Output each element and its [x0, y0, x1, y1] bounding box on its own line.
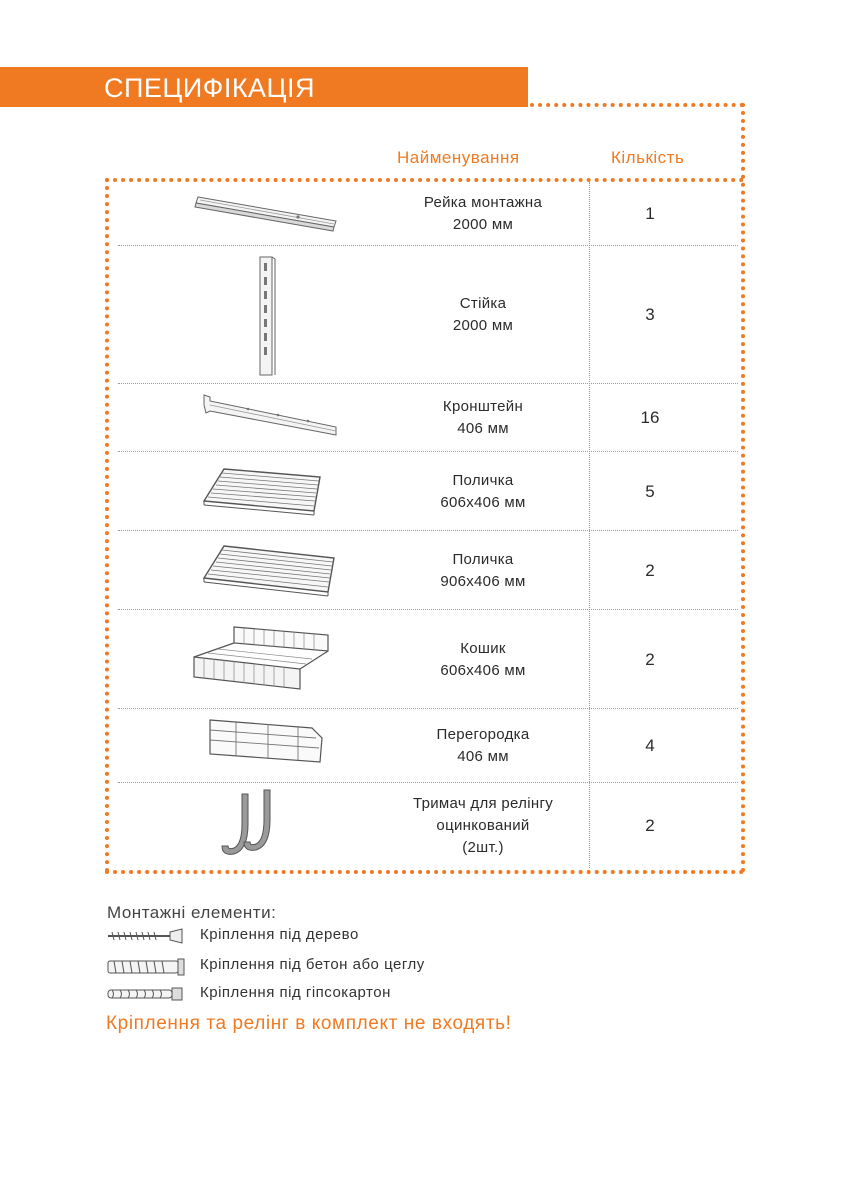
row-separator	[118, 782, 738, 783]
table-row	[108, 247, 741, 383]
item-qty: 16	[640, 408, 660, 427]
upright-icon	[188, 247, 358, 383]
item-qty: 2	[645, 649, 655, 669]
item-name: Стійка 2000 мм	[452, 295, 514, 334]
item-qty: 3	[645, 305, 655, 324]
notice-text: Кріплення та релінг в комплект не входять!	[106, 1013, 512, 1034]
table-row	[108, 453, 741, 530]
bracket-icon	[188, 385, 358, 451]
item-qty: 2	[645, 560, 655, 580]
column-header-name: Найменування	[397, 148, 520, 167]
drywall-anchor-icon	[104, 986, 186, 1002]
row-separator	[118, 708, 738, 709]
table-row	[108, 784, 741, 868]
item-qty: 2	[645, 816, 655, 835]
row-separator	[118, 609, 738, 610]
table-row	[108, 710, 741, 782]
item-name: Поличка 906х406 мм	[440, 550, 526, 590]
item-name: Перегородка 406 мм	[436, 726, 530, 765]
header-banner	[0, 67, 528, 107]
item-name: Кошик 606х406 мм	[440, 639, 526, 679]
mounting-item-label: Кріплення під гіпсокартон	[200, 984, 391, 1001]
table-row	[108, 611, 741, 708]
item-name: Рейка монтажна 2000 мм	[423, 194, 543, 233]
wire-shelf-icon	[188, 532, 358, 609]
page-title: СПЕЦИФІКАЦІЯ	[104, 73, 316, 103]
rail-hook-icon	[188, 784, 358, 868]
mounting-title: Монтажні елементи:	[107, 903, 277, 922]
row-separator	[118, 451, 738, 452]
item-qty: 1	[645, 204, 655, 223]
frame-header-rule	[105, 178, 744, 182]
table-row	[108, 385, 741, 451]
frame-top-right	[530, 103, 744, 107]
frame-right	[741, 103, 745, 873]
wood-screw-icon	[104, 928, 186, 944]
column-header-qty: Кількість	[611, 148, 685, 167]
item-name: Тримач для релінгу оцинкований (2шт.)	[412, 795, 554, 856]
wire-basket-icon	[188, 611, 358, 708]
mounting-item	[104, 926, 604, 948]
divider-icon	[188, 710, 358, 782]
item-name: Поличка 606х406 мм	[440, 471, 526, 511]
item-name: Кронштейн 406 мм	[442, 398, 524, 437]
mounting-item	[104, 984, 604, 1006]
mounting-item-label: Кріплення під дерево	[200, 926, 359, 943]
mounting-item	[104, 956, 604, 978]
mounting-rail-icon	[188, 183, 358, 245]
row-separator	[118, 245, 738, 246]
wire-shelf-icon	[188, 453, 358, 530]
concrete-anchor-icon	[104, 958, 186, 976]
row-separator	[118, 383, 738, 384]
mounting-item-label: Кріплення під бетон або цеглу	[200, 956, 425, 973]
item-qty: 5	[645, 481, 655, 501]
item-qty: 4	[645, 736, 655, 755]
frame-bottom	[105, 870, 744, 874]
table-row	[108, 532, 741, 609]
table-row	[108, 183, 741, 245]
row-separator	[118, 530, 738, 531]
